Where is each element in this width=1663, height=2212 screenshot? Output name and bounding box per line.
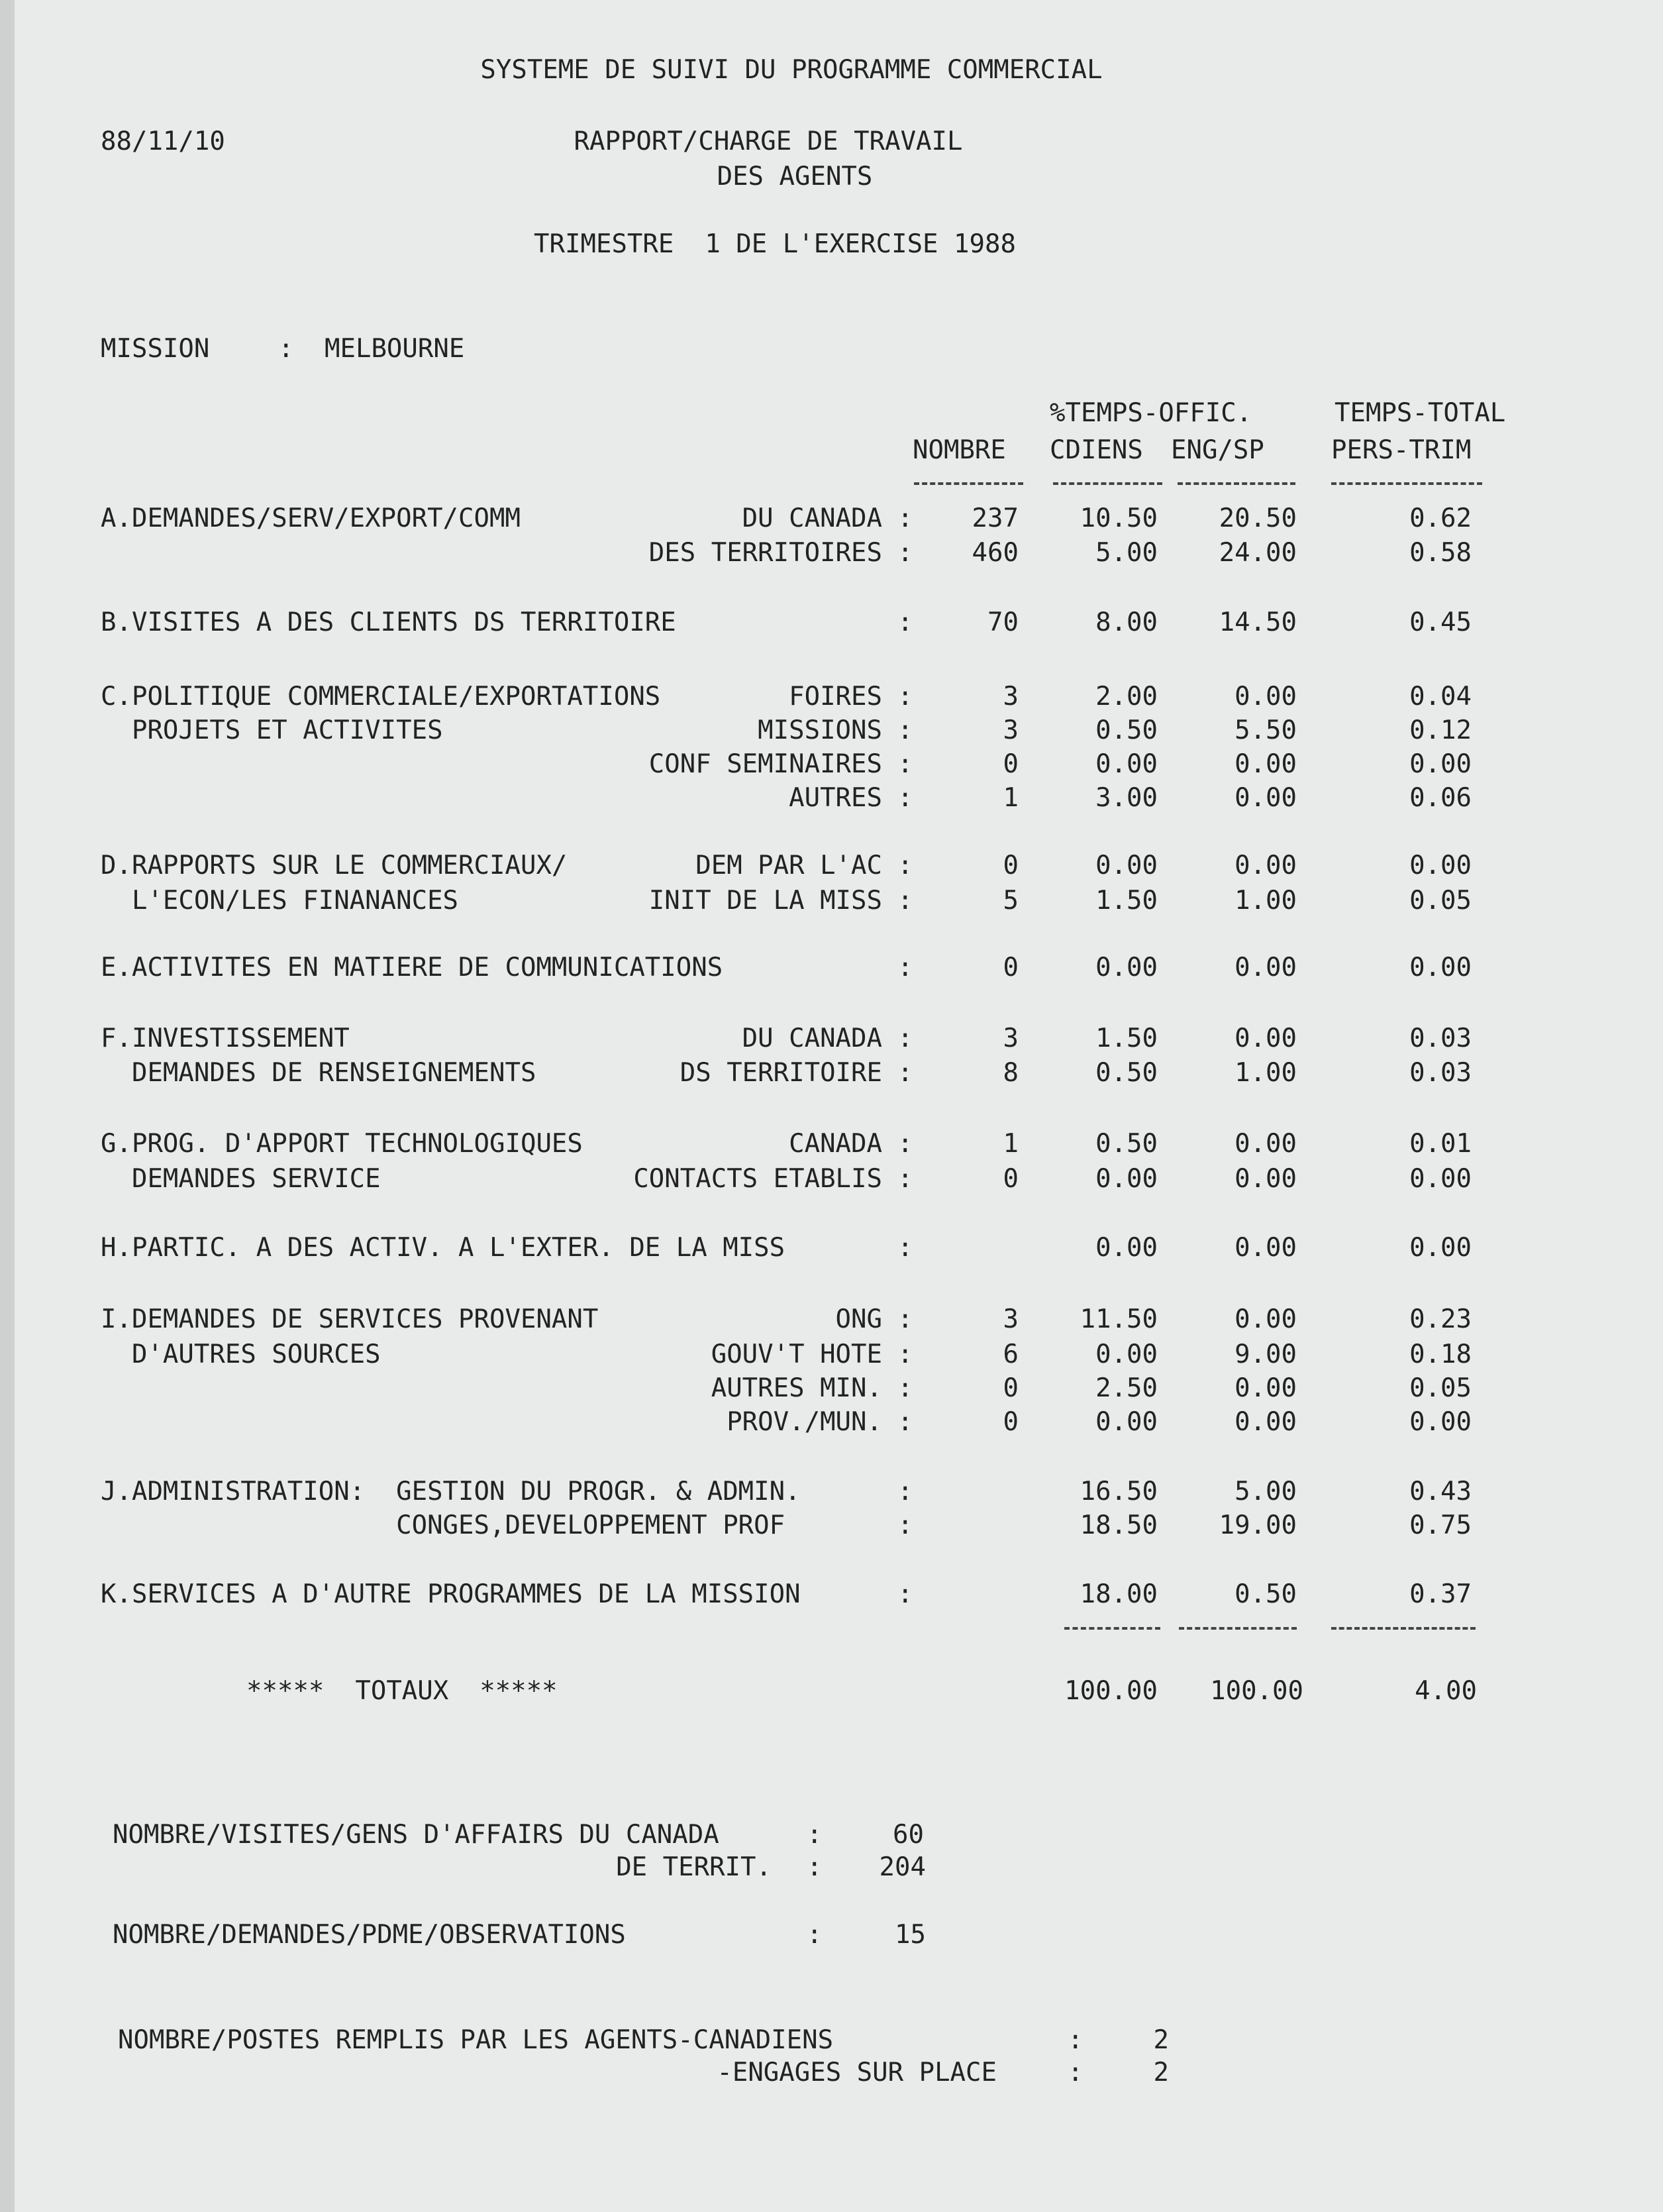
row-colon: : bbox=[897, 851, 913, 880]
column-header-nombre: NOMBRE bbox=[913, 435, 1006, 465]
row-nombre: 3 bbox=[1003, 1024, 1019, 1053]
row-label: DEMANDES SERVICE bbox=[101, 1164, 381, 1194]
row-sublabel: DEM PAR L'AC bbox=[695, 851, 882, 880]
scan-edge bbox=[0, 0, 15, 2212]
row-colon: : bbox=[897, 1058, 913, 1088]
row-engsp: 14.50 bbox=[1219, 607, 1297, 637]
summary-label: NOMBRE/VISITES/GENS D'AFFAIRS DU CANADA bbox=[113, 1820, 719, 1850]
row-sublabel: CONTACTS ETABLIS bbox=[633, 1164, 882, 1194]
row-colon: : bbox=[897, 1164, 913, 1194]
row-engsp: 0.50 bbox=[1235, 1579, 1297, 1609]
row-cdiens: 0.00 bbox=[1095, 1340, 1158, 1369]
row-label: A.DEMANDES/SERV/EXPORT/COMM bbox=[101, 503, 521, 533]
row-nombre: 3 bbox=[1003, 682, 1019, 711]
row-cdiens: 0.00 bbox=[1095, 1407, 1158, 1437]
row-engsp: 0.00 bbox=[1235, 851, 1297, 880]
mission-label: MISSION bbox=[101, 334, 210, 364]
summary-value: 204 bbox=[879, 1852, 926, 1882]
row-label: G.PROG. D'APPORT TECHNOLOGIQUES bbox=[101, 1129, 583, 1159]
row-label: E.ACTIVITES EN MATIERE DE COMMUNICATIONS bbox=[101, 953, 723, 982]
row-engsp: 0.00 bbox=[1235, 783, 1297, 813]
row-colon: : bbox=[897, 1407, 913, 1437]
row-cdiens: 0.50 bbox=[1095, 1058, 1158, 1088]
totals-label: ***** TOTAUX ***** bbox=[246, 1676, 558, 1706]
row-label: C.POLITIQUE COMMERCIALE/EXPORTATIONS bbox=[101, 682, 661, 711]
row-pers: 0.37 bbox=[1409, 1579, 1472, 1609]
row-colon: : bbox=[897, 1373, 913, 1403]
summary-colon: : bbox=[1068, 2025, 1083, 2055]
row-label: L'ECON/LES FINANANCES bbox=[101, 886, 459, 916]
row-pers: 0.23 bbox=[1409, 1304, 1472, 1334]
row-engsp: 24.00 bbox=[1219, 538, 1297, 568]
report-date: 88/11/10 bbox=[101, 127, 225, 156]
row-colon: : bbox=[897, 749, 913, 779]
row-cdiens: 3.00 bbox=[1095, 783, 1158, 813]
summary-value: 2 bbox=[1153, 2025, 1169, 2055]
row-pers: 0.58 bbox=[1409, 538, 1472, 568]
column-group-total: TEMPS-TOTAL bbox=[1335, 398, 1506, 428]
mission-value: MELBOURNE bbox=[325, 334, 465, 364]
row-sublabel: MISSIONS bbox=[758, 715, 882, 745]
row-engsp: 0.00 bbox=[1235, 953, 1297, 982]
row-label: F.INVESTISSEMENT bbox=[101, 1024, 350, 1053]
column-group-pct: %TEMPS-OFFIC. bbox=[1050, 398, 1252, 428]
row-pers: 0.03 bbox=[1409, 1058, 1472, 1088]
row-nombre: 0 bbox=[1003, 953, 1019, 982]
row-pers: 0.00 bbox=[1409, 1407, 1472, 1437]
report-title-line1: RAPPORT/CHARGE DE TRAVAIL bbox=[574, 127, 963, 156]
row-cdiens: 16.50 bbox=[1080, 1477, 1158, 1506]
totals-underline-perstrim bbox=[1331, 1627, 1476, 1632]
row-engsp: 1.00 bbox=[1235, 1058, 1297, 1088]
row-cdiens: 0.50 bbox=[1095, 1129, 1158, 1159]
row-label: J.ADMINISTRATION: GESTION DU PROGR. & ADMIN. bbox=[101, 1477, 801, 1506]
row-nombre: 0 bbox=[1003, 1373, 1019, 1403]
row-nombre: 1 bbox=[1003, 1129, 1019, 1159]
row-pers: 0.00 bbox=[1409, 1233, 1472, 1263]
row-pers: 0.00 bbox=[1409, 851, 1472, 880]
row-colon: : bbox=[897, 607, 913, 637]
row-engsp: 0.00 bbox=[1235, 1304, 1297, 1334]
column-header-cdiens: CDIENS bbox=[1050, 435, 1143, 465]
row-label: H.PARTIC. A DES ACTIV. A L'EXTER. DE LA MISS bbox=[101, 1233, 785, 1263]
row-nombre: 1 bbox=[1003, 783, 1019, 813]
row-pers: 0.00 bbox=[1409, 749, 1472, 779]
row-engsp: 5.50 bbox=[1235, 715, 1297, 745]
row-nombre: 0 bbox=[1003, 851, 1019, 880]
summary-colon: : bbox=[807, 1852, 823, 1882]
row-cdiens: 1.50 bbox=[1095, 886, 1158, 916]
summary-value: 2 bbox=[1153, 2058, 1169, 2087]
row-sublabel: PROV./MUN. bbox=[727, 1407, 882, 1437]
row-colon: : bbox=[897, 1510, 913, 1540]
row-pers: 0.00 bbox=[1409, 1164, 1472, 1194]
row-engsp: 0.00 bbox=[1235, 1407, 1297, 1437]
row-engsp: 1.00 bbox=[1235, 886, 1297, 916]
totals-cdiens: 100.00 bbox=[1064, 1676, 1158, 1706]
row-sublabel: ONG bbox=[835, 1304, 882, 1334]
summary-colon: : bbox=[807, 1920, 823, 1950]
row-nombre: 237 bbox=[972, 503, 1019, 533]
row-engsp: 0.00 bbox=[1235, 1233, 1297, 1263]
row-sublabel: DU CANADA bbox=[742, 1024, 882, 1053]
row-nombre: 3 bbox=[1003, 1304, 1019, 1334]
row-cdiens: 0.00 bbox=[1095, 749, 1158, 779]
totals-pers: 4.00 bbox=[1415, 1676, 1477, 1706]
row-pers: 0.06 bbox=[1409, 783, 1472, 813]
header-underline-perstrim bbox=[1331, 482, 1482, 488]
summary-label: -ENGAGES SUR PLACE bbox=[717, 2058, 997, 2087]
row-pers: 0.03 bbox=[1409, 1024, 1472, 1053]
report-title-line2: DES AGENTS bbox=[717, 162, 873, 191]
row-sublabel: CONF SEMINAIRES bbox=[648, 749, 882, 779]
row-cdiens: 0.50 bbox=[1095, 715, 1158, 745]
row-label: K.SERVICES A D'AUTRE PROGRAMMES DE LA MISSION bbox=[101, 1579, 801, 1609]
row-colon: : bbox=[897, 886, 913, 916]
totals-underline-engsp bbox=[1179, 1627, 1297, 1632]
row-pers: 0.12 bbox=[1409, 715, 1472, 745]
row-colon: : bbox=[897, 1304, 913, 1334]
row-label: I.DEMANDES DE SERVICES PROVENANT bbox=[101, 1304, 599, 1334]
header-underline-cdiens bbox=[1053, 482, 1162, 488]
row-nombre: 6 bbox=[1003, 1340, 1019, 1369]
row-cdiens: 8.00 bbox=[1095, 607, 1158, 637]
row-colon: : bbox=[897, 953, 913, 982]
row-colon: : bbox=[897, 1477, 913, 1506]
header-underline-nombre bbox=[914, 482, 1023, 488]
row-sublabel: AUTRES MIN. bbox=[711, 1373, 882, 1403]
row-sublabel: DES TERRITOIRES bbox=[648, 538, 882, 568]
row-cdiens: 0.00 bbox=[1095, 1164, 1158, 1194]
row-nombre: 0 bbox=[1003, 749, 1019, 779]
row-sublabel: CANADA bbox=[789, 1129, 882, 1159]
row-engsp: 5.00 bbox=[1235, 1477, 1297, 1506]
column-header-perstrim: PERS-TRIM bbox=[1331, 435, 1472, 465]
totals-underline-cdiens bbox=[1064, 1627, 1160, 1632]
row-colon: : bbox=[897, 1233, 913, 1263]
row-engsp: 0.00 bbox=[1235, 1164, 1297, 1194]
summary-colon: : bbox=[807, 1820, 823, 1850]
row-colon: : bbox=[897, 1024, 913, 1053]
row-engsp: 0.00 bbox=[1235, 1373, 1297, 1403]
row-sublabel: AUTRES bbox=[789, 783, 882, 813]
row-cdiens: 5.00 bbox=[1095, 538, 1158, 568]
row-cdiens: 18.50 bbox=[1080, 1510, 1158, 1540]
summary-label: DE TERRIT. bbox=[616, 1852, 772, 1882]
row-pers: 0.01 bbox=[1409, 1129, 1472, 1159]
summary-label: NOMBRE/DEMANDES/PDME/OBSERVATIONS bbox=[113, 1920, 626, 1950]
row-engsp: 0.00 bbox=[1235, 682, 1297, 711]
row-cdiens: 11.50 bbox=[1080, 1304, 1158, 1334]
row-cdiens: 18.00 bbox=[1080, 1579, 1158, 1609]
row-pers: 0.05 bbox=[1409, 1373, 1472, 1403]
row-engsp: 20.50 bbox=[1219, 503, 1297, 533]
row-pers: 0.43 bbox=[1409, 1477, 1472, 1506]
row-colon: : bbox=[897, 783, 913, 813]
row-pers: 0.18 bbox=[1409, 1340, 1472, 1369]
summary-value: 60 bbox=[893, 1820, 924, 1850]
row-label: DEMANDES DE RENSEIGNEMENTS bbox=[101, 1058, 536, 1088]
row-colon: : bbox=[897, 503, 913, 533]
row-pers: 0.45 bbox=[1409, 607, 1472, 637]
row-pers: 0.75 bbox=[1409, 1510, 1472, 1540]
row-cdiens: 0.00 bbox=[1095, 851, 1158, 880]
summary-label: NOMBRE/POSTES REMPLIS PAR LES AGENTS-CANADIENS bbox=[118, 2025, 834, 2055]
row-label: PROJETS ET ACTIVITES bbox=[101, 715, 443, 745]
header-underline-engsp bbox=[1178, 482, 1295, 488]
row-engsp: 9.00 bbox=[1235, 1340, 1297, 1369]
row-colon: : bbox=[897, 1129, 913, 1159]
column-header-engsp: ENG/SP bbox=[1171, 435, 1264, 465]
row-sublabel: DS TERRITOIRE bbox=[680, 1058, 882, 1088]
row-pers: 0.00 bbox=[1409, 953, 1472, 982]
totals-engsp: 100.00 bbox=[1210, 1676, 1303, 1706]
row-nombre: 0 bbox=[1003, 1407, 1019, 1437]
row-sublabel: DU CANADA bbox=[742, 503, 882, 533]
row-nombre: 3 bbox=[1003, 715, 1019, 745]
row-cdiens: 2.00 bbox=[1095, 682, 1158, 711]
row-engsp: 0.00 bbox=[1235, 1129, 1297, 1159]
row-engsp: 0.00 bbox=[1235, 749, 1297, 779]
row-label: D'AUTRES SOURCES bbox=[101, 1340, 381, 1369]
row-nombre: 70 bbox=[987, 607, 1019, 637]
row-pers: 0.04 bbox=[1409, 682, 1472, 711]
system-title: SYSTEME DE SUIVI DU PROGRAMME COMMERCIAL bbox=[480, 55, 1103, 85]
row-colon: : bbox=[897, 538, 913, 568]
row-colon: : bbox=[897, 1340, 913, 1369]
row-cdiens: 0.00 bbox=[1095, 1233, 1158, 1263]
row-cdiens: 0.00 bbox=[1095, 953, 1158, 982]
row-nombre: 5 bbox=[1003, 886, 1019, 916]
row-label: D.RAPPORTS SUR LE COMMERCIAUX/ bbox=[101, 851, 568, 880]
row-sublabel: GOUV'T HOTE bbox=[711, 1340, 882, 1369]
row-nombre: 8 bbox=[1003, 1058, 1019, 1088]
row-engsp: 0.00 bbox=[1235, 1024, 1297, 1053]
row-cdiens: 1.50 bbox=[1095, 1024, 1158, 1053]
row-colon: : bbox=[897, 715, 913, 745]
quarter-line: TRIMESTRE 1 DE L'EXERCISE 1988 bbox=[534, 229, 1016, 259]
mission-separator: : bbox=[278, 334, 294, 364]
row-nombre: 0 bbox=[1003, 1164, 1019, 1194]
row-colon: : bbox=[897, 1579, 913, 1609]
row-label: B.VISITES A DES CLIENTS DS TERRITOIRE bbox=[101, 607, 676, 637]
row-label: CONGES,DEVELOPPEMENT PROF bbox=[101, 1510, 785, 1540]
summary-value: 15 bbox=[895, 1920, 926, 1950]
row-pers: 0.62 bbox=[1409, 503, 1472, 533]
row-sublabel: INIT DE LA MISS bbox=[648, 886, 882, 916]
row-sublabel: FOIRES bbox=[789, 682, 882, 711]
row-cdiens: 2.50 bbox=[1095, 1373, 1158, 1403]
summary-colon: : bbox=[1068, 2058, 1083, 2087]
row-engsp: 19.00 bbox=[1219, 1510, 1297, 1540]
row-colon: : bbox=[897, 682, 913, 711]
row-nombre: 460 bbox=[972, 538, 1019, 568]
row-cdiens: 10.50 bbox=[1080, 503, 1158, 533]
row-pers: 0.05 bbox=[1409, 886, 1472, 916]
